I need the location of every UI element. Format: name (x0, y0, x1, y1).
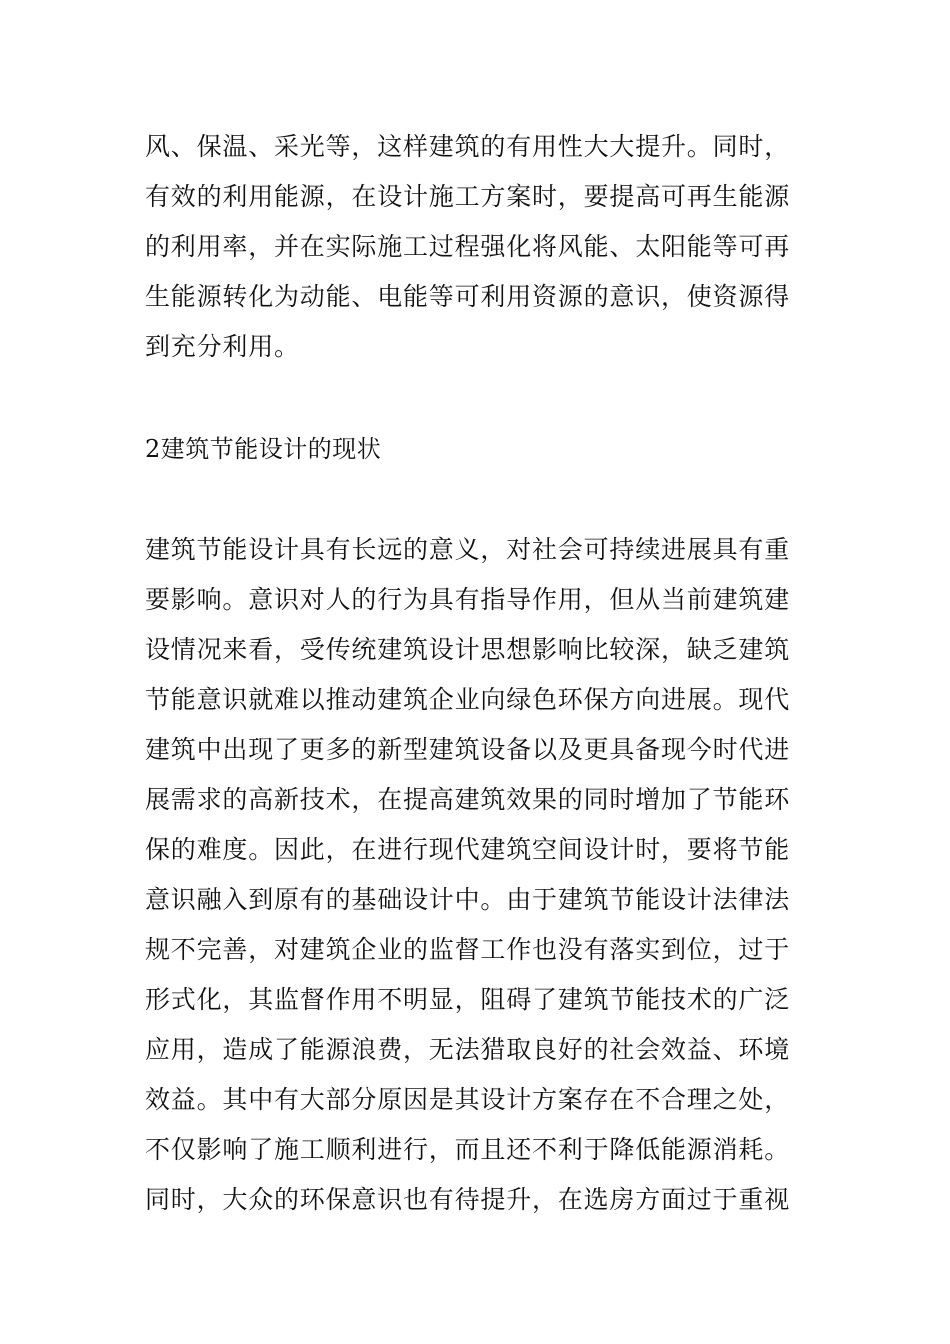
paragraph-line: 建筑中出现了更多的新型建筑设备以及更具备现今时代进 (145, 735, 791, 764)
paragraph-line: 的利用率，并在实际施工过程强化将风能、太阳能等可再 (145, 232, 791, 261)
paragraph-line: 建筑节能设计具有长远的意义，对社会可持续进展具有重 (145, 535, 791, 564)
paragraph-line: 不仅影响了施工顺利进行，而且还不利于降低能源消耗。 (145, 1135, 791, 1164)
paragraph-line: 节能意识就难以推动建筑企业向绿色环保方向进展。现代 (145, 685, 791, 714)
paragraph-line: 生能源转化为动能、电能等可利用资源的意识，使资源得 (145, 282, 791, 311)
section-heading: 2建筑节能设计的现状 (145, 435, 382, 463)
paragraph-line: 效益。其中有大部分原因是其设计方案存在不合理之处， (145, 1085, 791, 1114)
paragraph-line: 要影响。意识对人的行为具有指导作用，但从当前建筑建 (145, 585, 791, 614)
paragraph-line: 到充分利用。 (145, 332, 300, 361)
paragraph-line: 规不完善，对建筑企业的监督工作也没有落实到位，过于 (145, 935, 791, 964)
paragraph-line: 同时，大众的环保意识也有待提升，在选房方面过于重视 (145, 1185, 791, 1214)
paragraph-line: 形式化，其监督作用不明显，阻碍了建筑节能技术的广泛 (145, 985, 791, 1014)
paragraph-line: 应用，造成了能源浪费，无法猎取良好的社会效益、环境 (145, 1035, 791, 1064)
paragraph-line: 意识融入到原有的基础设计中。由于建筑节能设计法律法 (145, 885, 791, 914)
paragraph-line: 风、保温、采光等，这样建筑的有用性大大提升。同时， (145, 132, 791, 161)
paragraph-line: 设情况来看，受传统建筑设计思想影响比较深，缺乏建筑 (145, 635, 791, 664)
paragraph-line: 保的难度。因此，在进行现代建筑空间设计时，要将节能 (145, 835, 791, 864)
paragraph-line: 有效的利用能源，在设计施工方案时，要提高可再生能源 (145, 182, 791, 211)
body-paragraph-2 (145, 525, 810, 1225)
body-paragraph-1 (145, 122, 810, 372)
paragraph-line: 展需求的高新技术，在提高建筑效果的同时增加了节能环 (145, 785, 791, 814)
